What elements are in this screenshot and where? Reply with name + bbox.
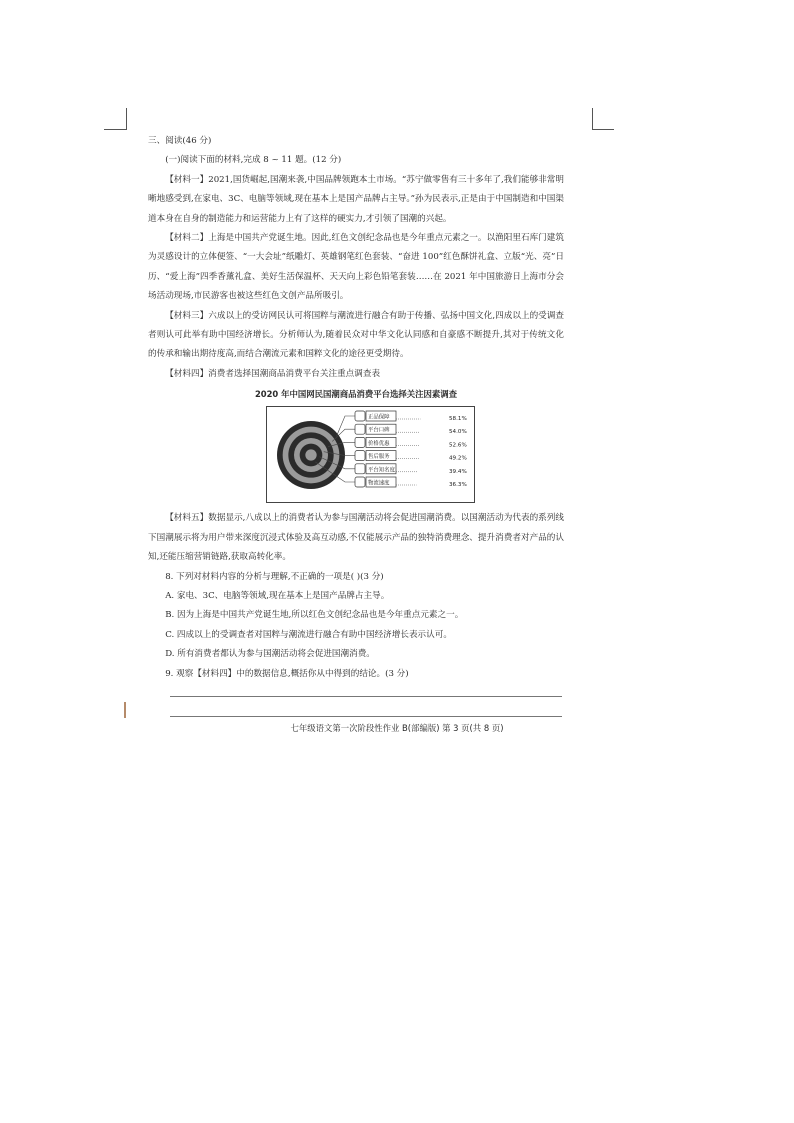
- material-4-intro: 【材料四】消费者选择国潮商品消费平台关注重点调查表: [165, 368, 381, 379]
- question-8-option-d: D. 所有消费者都认为参与国潮活动将会促进国潮消费。: [165, 649, 375, 660]
- value-label-3: 52.6%: [448, 442, 467, 449]
- category-label-4: 售后服务: [367, 454, 390, 461]
- sub-heading: (一)阅读下面的材料,完成 8 ~ 11 题。(12 分): [165, 155, 342, 166]
- value-label-4: 49.2%: [448, 455, 467, 462]
- crop-mark-left-horizontal: [104, 129, 126, 130]
- shield-icon: [355, 411, 365, 421]
- crop-mark-left-vertical: [126, 108, 127, 130]
- value-label-2: 54.0%: [448, 429, 467, 436]
- question-icon: [355, 451, 365, 461]
- question-8-option-b: B. 因为上海是中国共产党诞生地,所以红色文创纪念品也是今年重点元素之一。: [165, 610, 464, 621]
- value-label-6: 36.3%: [448, 482, 467, 489]
- answer-line-1[interactable]: [170, 696, 562, 697]
- question-8: [148, 568, 564, 684]
- material-2: 【材料二】上海是中国共产党诞生地。因此,红色文创纪念品也是今年重点元素之一。以渔阳里石库门建筑为灵感设计的立体便签、“一大会址”纸雕灯、英雄钢笔红色套装、“奋进 100”红色酥饼礼盒、立版“光、亮”日历、“爱上海”四季香薰礼盒、美好生活保温杯、天天向上彩色铅笔套装……在 2021 年中国旅游日上海市分会场活动现场,市民游客也被这些红色文创产品所吸引。: [148, 233, 564, 302]
- binding-mark: [124, 702, 126, 718]
- page-footer: 七年级语文第一次阶段性作业 B(部编版) 第 3 页(共 8 页): [290, 723, 504, 733]
- category-label-3: 价格优惠: [367, 441, 390, 448]
- crop-mark-right-horizontal: [592, 129, 614, 130]
- crop-mark-right-vertical: [592, 108, 593, 130]
- question-9-stem: 9. 观察【材料四】中的数据信息,概括你从中得到的结论。(3 分): [165, 668, 409, 679]
- chart-frame: [266, 406, 475, 503]
- category-label-2: 平台口碑: [367, 427, 390, 434]
- question-8-option-a: A. 家电、3C、电脑等领域,现在基本上是国产品牌占主导。: [165, 590, 390, 601]
- value-label-5: 39.4%: [448, 469, 467, 476]
- concentric-ring-chart: [267, 407, 474, 502]
- question-8-option-c: C. 四成以上的受调查者对国粹与潮流进行融合有助中国经济增长表示认可。: [165, 629, 452, 640]
- price-tag-icon: [355, 438, 365, 448]
- value-label-1: 58.1%: [448, 416, 467, 423]
- thumb-icon: [355, 424, 365, 434]
- material-1: 【材料一】2021,国货崛起,国潮来袭,中国品牌领跑本土市场。“苏宁做零售有三十多年了,我们能够非常明晰地感受到,在家电、3C、电脑等领域,现在基本上是国产品牌占主导。”孙为民表示,正是由于中国制造和中国渠道本身在自身的制造能力和运营能力上有了这样的硬实力,才引领了国潮的兴起。: [148, 174, 564, 224]
- question-8-stem: 8. 下列对材料内容的分析与理解,不正确的一项是( )(3 分): [165, 571, 384, 582]
- material-5: 【材料五】数据显示,八成以上的消费者认为参与国潮活动将会促进国潮消费。以国潮活动为代表的系列线下国潮展示将为用户带来深度沉浸式体验及高互动感,不仅能展示产品的独特消费理念、提升消费者对产品的认知,还能压缩营销链路,获取高转化率。: [148, 513, 564, 563]
- leader-line-1: [336, 416, 355, 436]
- answer-line-2[interactable]: [170, 716, 562, 717]
- truck-icon: [355, 477, 365, 487]
- category-label-6: 物流速度: [367, 480, 390, 487]
- chart-title: 2020 年中国网民国潮商品消费平台选择关注因素调查: [254, 389, 458, 400]
- document-body: [148, 132, 564, 684]
- category-label-1: 正品保障: [367, 414, 390, 421]
- section-heading: 三、阅读(46 分): [148, 136, 212, 146]
- person-icon: [355, 464, 365, 474]
- material-3: 【材料三】六成以上的受访网民认可将国粹与潮流进行融合有助于传播、弘扬中国文化,四成以上的受调查者则认可此举有助中国经济增长。分析师认为,随着民众对中华文化认同感和自豪感不断提升,其对于传统文化的传承和输出期待度高,而结合潮流元素和国粹文化的途径更受期待。: [148, 310, 564, 360]
- category-label-5: 平台知名度: [367, 467, 395, 474]
- ring-6: [305, 450, 316, 461]
